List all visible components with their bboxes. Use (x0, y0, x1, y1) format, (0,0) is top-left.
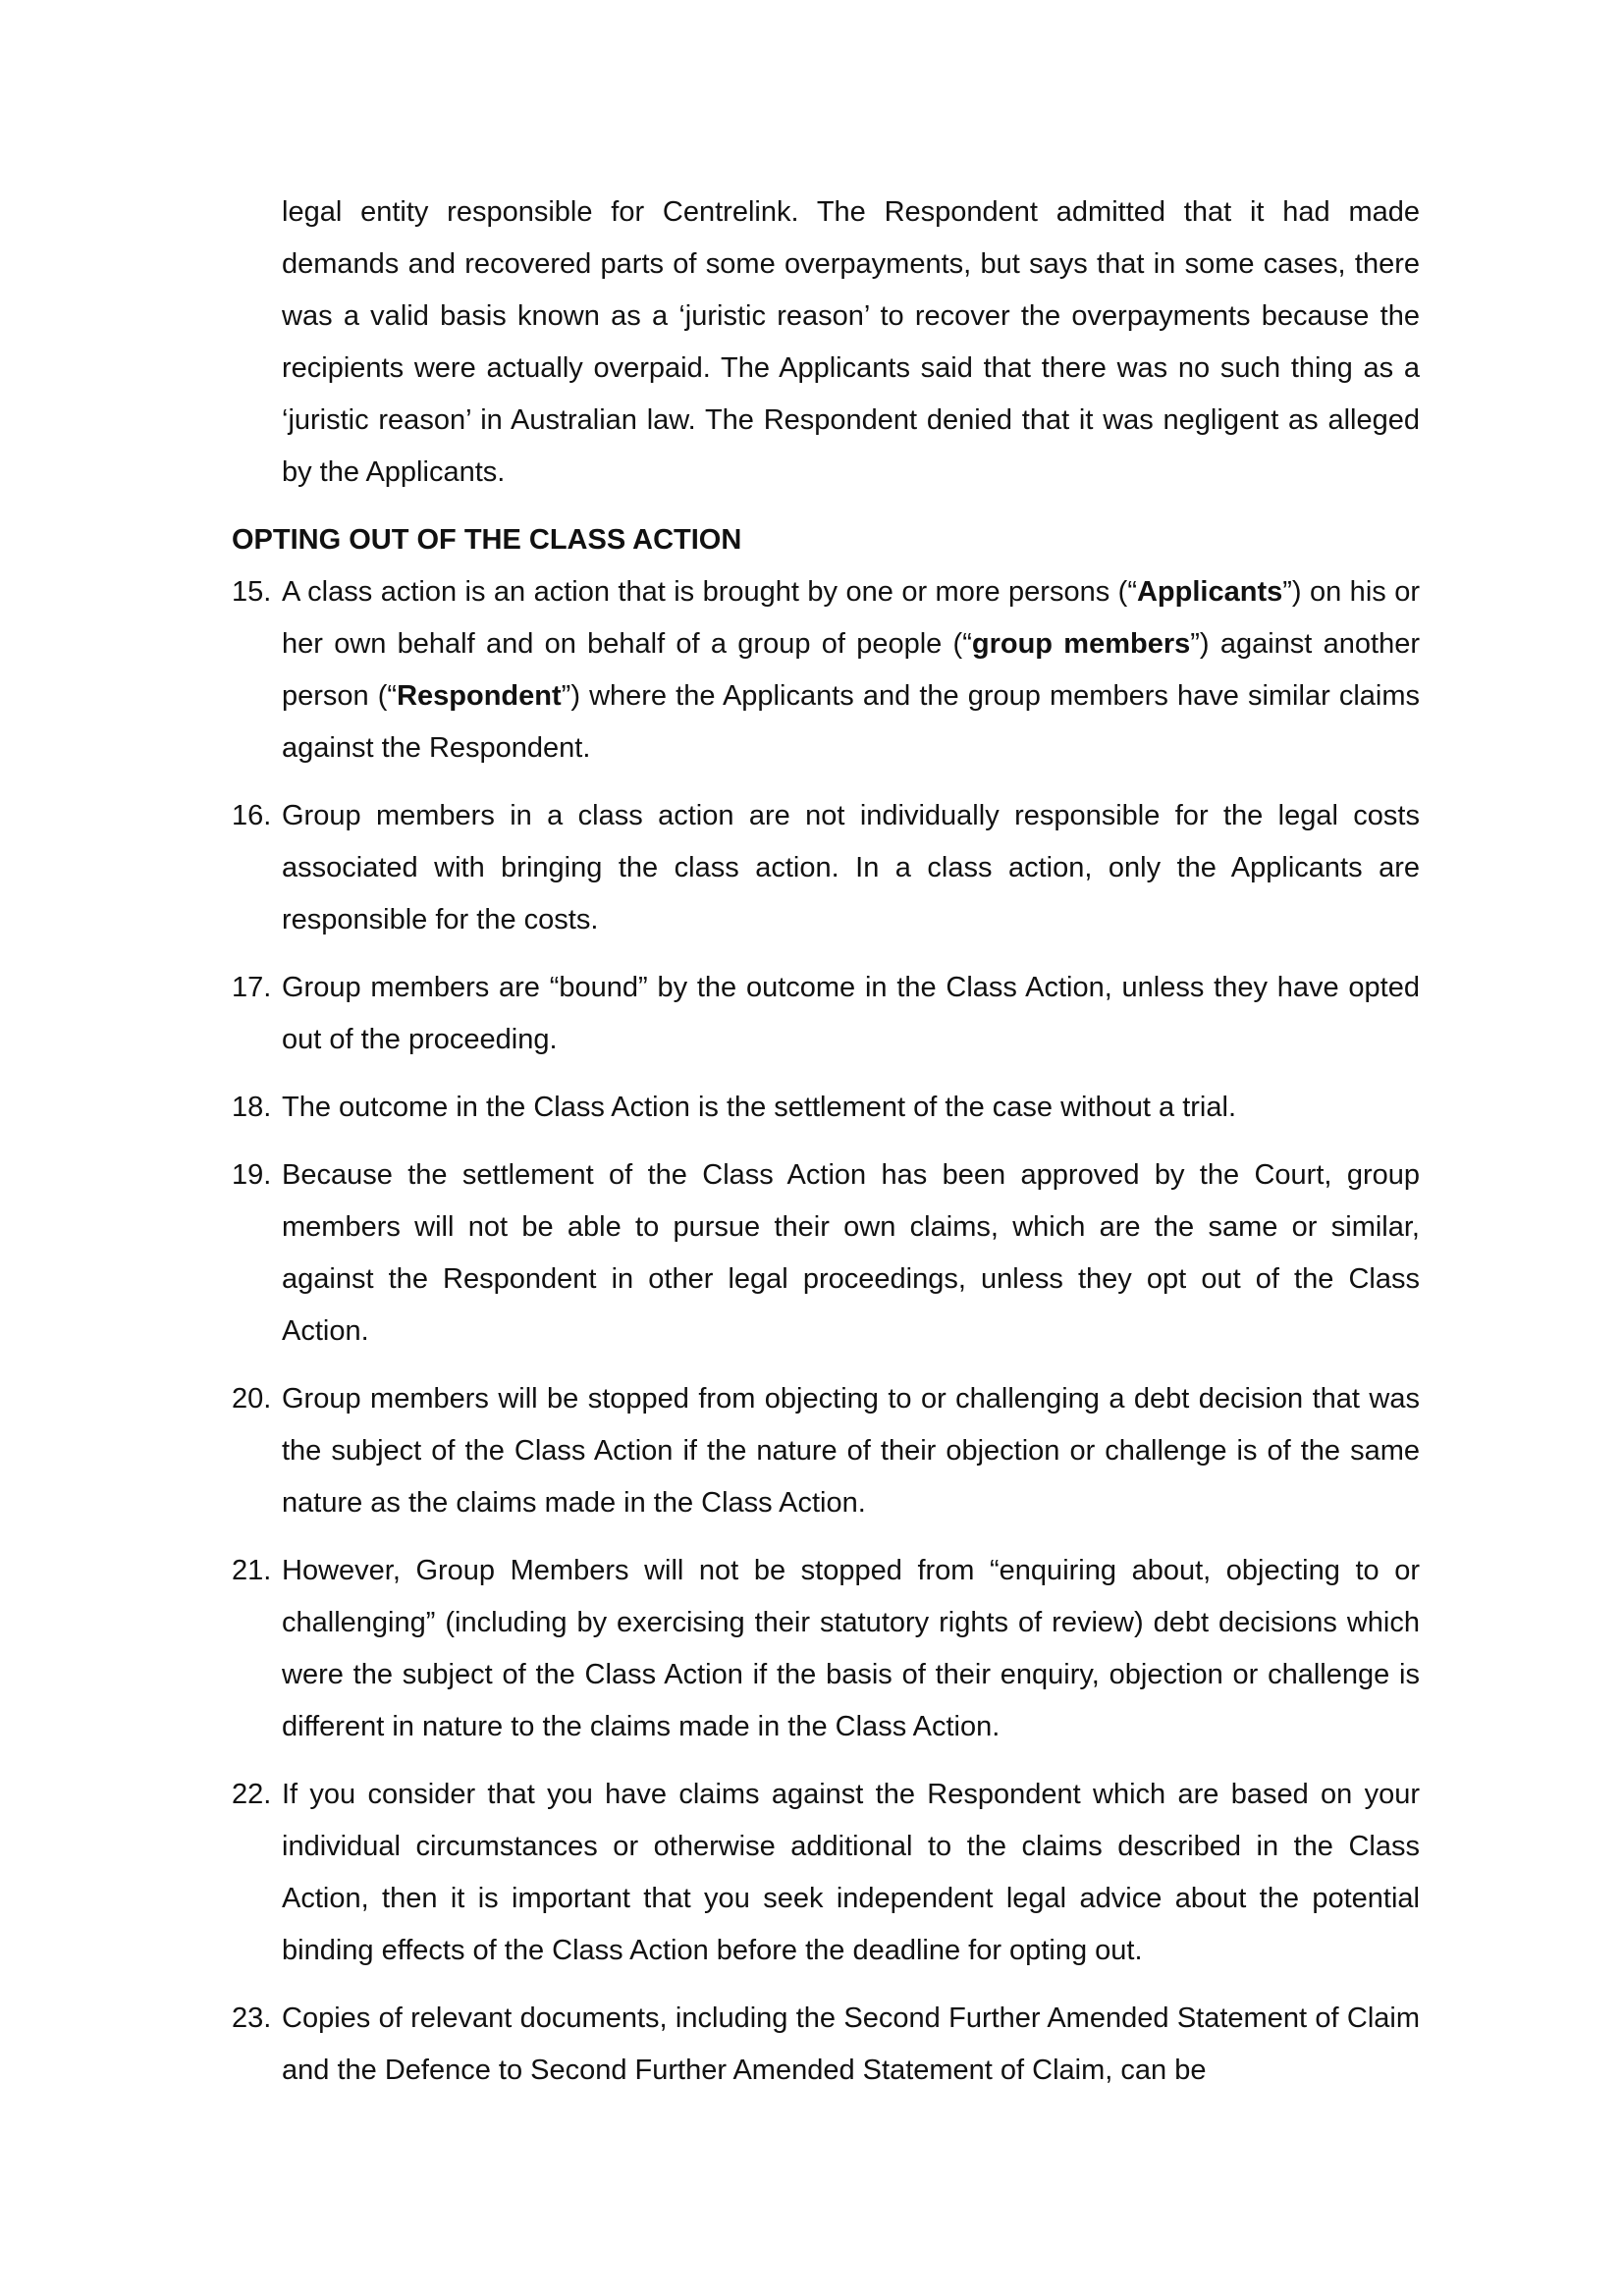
list-item-18 (232, 1082, 1420, 1134)
item-text-part: ”) where the Applicants and the group members have similar claims against the Respondent. (282, 680, 1420, 764)
item-number: 20. (232, 1383, 272, 1415)
list-item-15 (232, 566, 1420, 774)
item-text: If you consider that you have claims against the Respondent which are based on your individual circumstances or otherwise additional to the claims described in the Class Action, then it is important that you seek independent legal advice about the potential binding effects of the Class Action before the deadline for opting out. (282, 1779, 1420, 1966)
item-text-part: ”) against another person (“ (282, 628, 1420, 712)
item-text: Copies of relevant documents, including the Second Further Amended Statement of Claim and the Defence to Second Further Amended Statement of Claim, can be (282, 2002, 1420, 2086)
defined-term-group-members: group members (971, 628, 1191, 660)
item-text: Group members in a class action are not individually responsible for the legal costs associated with bringing the class action. In a class action, only the Applicants are responsible for the costs. (282, 800, 1420, 935)
list-item-20 (232, 1373, 1420, 1529)
list-item-21 (232, 1545, 1420, 1753)
item-number: 22. (232, 1779, 272, 1810)
item-number: 19. (232, 1159, 272, 1191)
item-text: Because the settlement of the Class Action has been approved by the Court, group members will not be able to pursue their own claims, which are the same or similar, against the Respondent in other legal proceedings, unless they opt out of the Class Action. (282, 1159, 1420, 1347)
defined-term-applicants: Applicants (1136, 576, 1283, 608)
item-number: 16. (232, 800, 272, 831)
item-text-part: ”) on his or her own behalf and on behalf of a group of people (“ (282, 576, 1420, 660)
item-text: However, Group Members will not be stopped from “enquiring about, objecting to or challenging” (including by exercising their statutory rights of review) debt decisions which were the subject of the Class Action if the basis of their enquiry, objection or challenge is different in nature to the claims made in the Class Action. (282, 1555, 1420, 1742)
list-item-19 (232, 1149, 1420, 1358)
item-number: 15. (232, 576, 272, 608)
item-text: Group members will be stopped from objecting to or challenging a debt decision that was the subject of the Class Action if the nature of their objection or challenge is of the same nature as the claims made in the Class Action. (282, 1383, 1420, 1519)
document-body (232, 187, 1420, 2112)
item-number: 23. (232, 2002, 272, 2034)
item-text: The outcome in the Class Action is the settlement of the case without a trial. (282, 1092, 1236, 1123)
item-number: 21. (232, 1555, 272, 1586)
list-item-22 (232, 1769, 1420, 1977)
defined-term-respondent: Respondent (397, 680, 562, 712)
item-text: Group members are “bound” by the outcome in the Class Action, unless they have opted out of the proceeding. (282, 972, 1420, 1055)
intro-paragraph: legal entity responsible for Centrelink. The Respondent admitted that it had made demands and recovered parts of some overpayments, but says that in some cases, there was a valid basis known as a ‘juristic reason’ to recover the overpayments because the recipients were actually overpaid. The Applicants said that there was no such thing as a ‘juristic reason’ in Australian law. The Respondent denied that it was negligent as alleged by the Applicants. (282, 196, 1420, 488)
section-heading: OPTING OUT OF THE CLASS ACTION (232, 524, 742, 556)
item-number: 17. (232, 972, 272, 1003)
list-item-17 (232, 962, 1420, 1066)
list-item-23 (232, 1993, 1420, 2097)
item-text-part: A class action is an action that is brought by one or more persons (“ (282, 576, 1137, 608)
list-item-16 (232, 790, 1420, 946)
item-number: 18. (232, 1092, 272, 1123)
